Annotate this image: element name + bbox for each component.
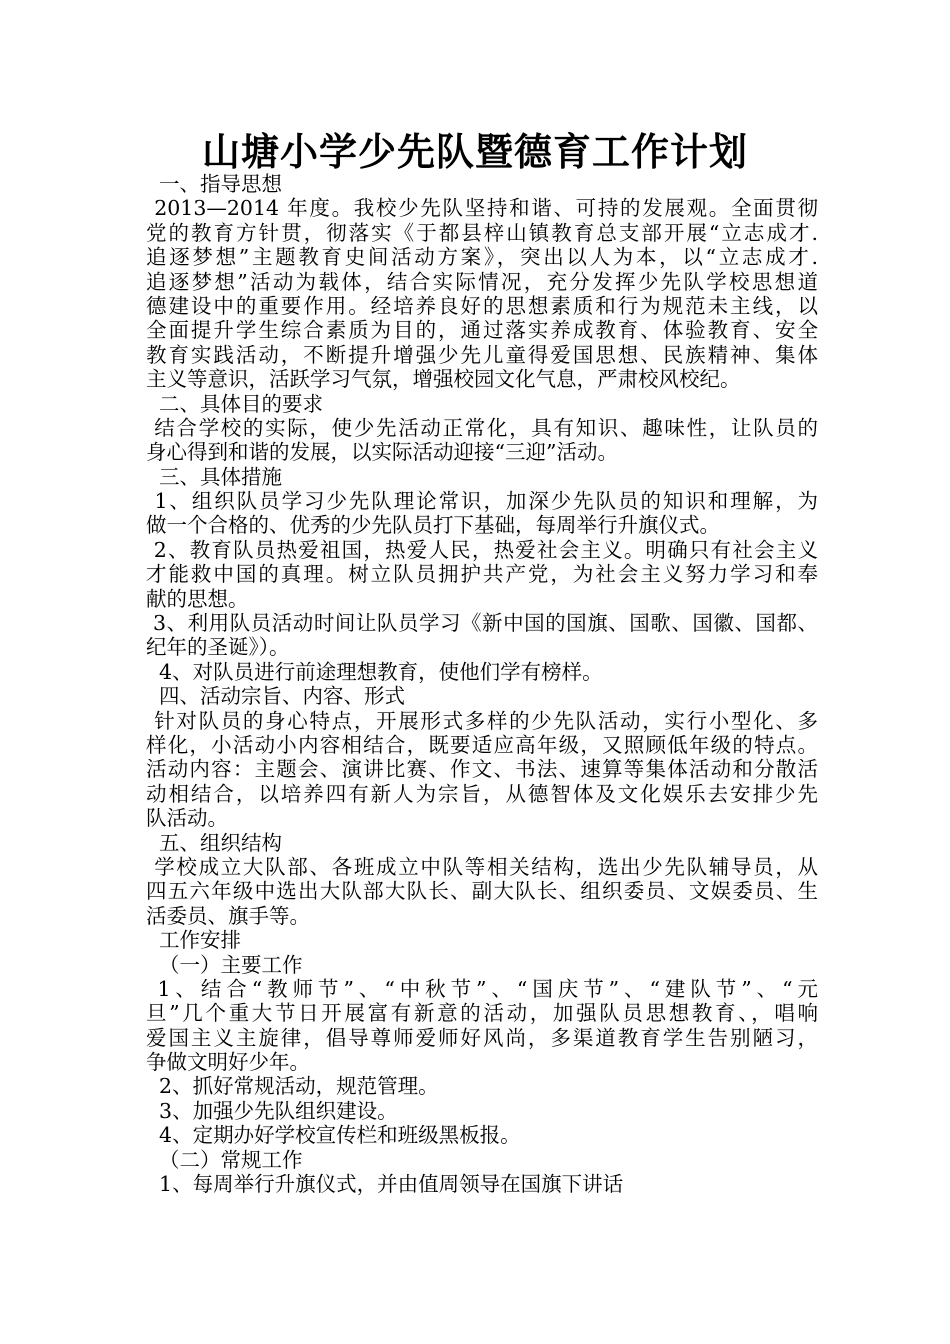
body-text-line: 才能救中国的真理。树立队员拥护共产党，为社会主义努力学习和奉 [146,562,818,587]
document-title: 山塘小学少先队暨德育工作计划 [201,129,748,174]
body-text-line: 样化，小活动小内容相结合，既要适应高年级，又照顾低年级的特点。 [146,732,818,757]
body-text-line: 活委员、旗手等。 [146,903,310,928]
body-text-line: 活动内容：主题会、演讲比赛、作文、书法、速算等集体活动和分散活 [146,757,818,782]
body-text-line: 主义等意识，活跃学习气氛，增强校园文化气息，严肃校风校纪。 [146,367,741,392]
body-text-line: 争做文明好少年。 [146,1050,310,1075]
body-text-line: 旦”几个重大节日开展富有新意的活动，加强队员思想教育、，唱响 [146,1001,818,1026]
section-heading: （二）常规工作 [146,1147,303,1172]
section-heading: （一）主要工作 [146,952,303,977]
body-text-line: 党的教育方针贯，彻落实《于都县梓山镇教育总支部开展“立志成才. [146,220,818,245]
body-text-line: 做一个合格的、优秀的少先队员打下基础，每周举行升旗仪式。 [146,513,720,538]
body-text-line: 结合学校的实际，使少先活动正常化，具有知识、趣味性，让队员的 [146,415,818,440]
body-text-line: 2、教育队员热爱祖国，热爱人民，热爱社会主义。明确只有社会主义 [146,537,818,562]
body-text-line: 全面提升学生综合素质为目的，通过落实养成教育、体验教育、安全 [146,318,818,343]
body-text-line: 1、组织队员学习少先队理论常识，加深少先队员的知识和理解，为 [146,489,818,514]
body-text-line: 爱国主义主旋律，倡导尊师爱师好风尚，多渠道教育学生告别陋习， [146,1025,818,1050]
body-text-line: 4、对队员进行前途理想教育，使他们学有榜样。 [146,659,603,684]
section-heading: 二、具体目的要求 [146,391,324,416]
body-text-line: 纪年的圣诞》）。 [146,635,290,660]
body-text-line: 1、结合“教师节”、“中秋节”、“国庆节”、“建队节”、“元 [146,976,818,1001]
body-text-line: 4、定期办好学校宣传栏和班级黑板报。 [146,1123,521,1148]
body-text-line: 队活动。 [146,806,228,831]
section-heading: 四、活动宗旨、内容、形式 [146,684,406,709]
body-text-line: 学校成立大队部、各班成立中队等相关结构，选出少先队辅导员，从 [146,854,818,879]
body-text-line: 动相结合，以培养四有新人为宗旨，从德智体及文化娱乐去安排少先 [146,781,818,806]
body-text-line: 针对队员的身心特点，开展形式多样的少先队活动，实行小型化、多 [146,708,818,733]
body-text-line: 德建设中的重要作用。经培养良好的思想素质和行为规范未主线，以 [146,293,818,318]
body-text-line: 追逐梦想”活动为载体，结合实际情况，充分发挥少先队学校思想道 [146,269,818,294]
body-text-line: 身心得到和谐的发展，以实际活动迎接“三迎”活动。 [146,440,618,465]
document-body [146,172,818,1196]
body-text-line: 3、利用队员活动时间让队员学习《新中国的国旗、国歌、国徽、国都、 [146,611,818,636]
body-text-line: 2013—2014 年度。我校少先队坚持和谐、可持的发展观。全面贯彻 [146,196,818,221]
section-heading: 一、指导思想 [146,172,283,196]
body-text-line: 教育实践活动，不断提升增强少先儿童得爱国思想、民族精神、集体 [146,342,818,367]
body-text-line: 1、每周举行升旗仪式，并由值周领导在国旗下讲话 [146,1172,624,1197]
body-text-line: 四五六年级中选出大队部大队长、副大队长、组织委员、文娱委员、生 [146,879,818,904]
section-heading: 三、具体措施 [146,464,283,489]
body-text-line: 献的思想。 [146,586,249,611]
body-text-line: 追逐梦想”主题教育史间活动方案》，突出以人为本，以“立志成才. [146,245,818,270]
body-text-line: 2、抓好常规活动，规范管理。 [146,1074,439,1099]
section-heading: 五、组织结构 [146,830,283,855]
section-heading: 工作安排 [146,928,242,953]
body-text-line: 3、加强少先队组织建设。 [146,1098,398,1123]
